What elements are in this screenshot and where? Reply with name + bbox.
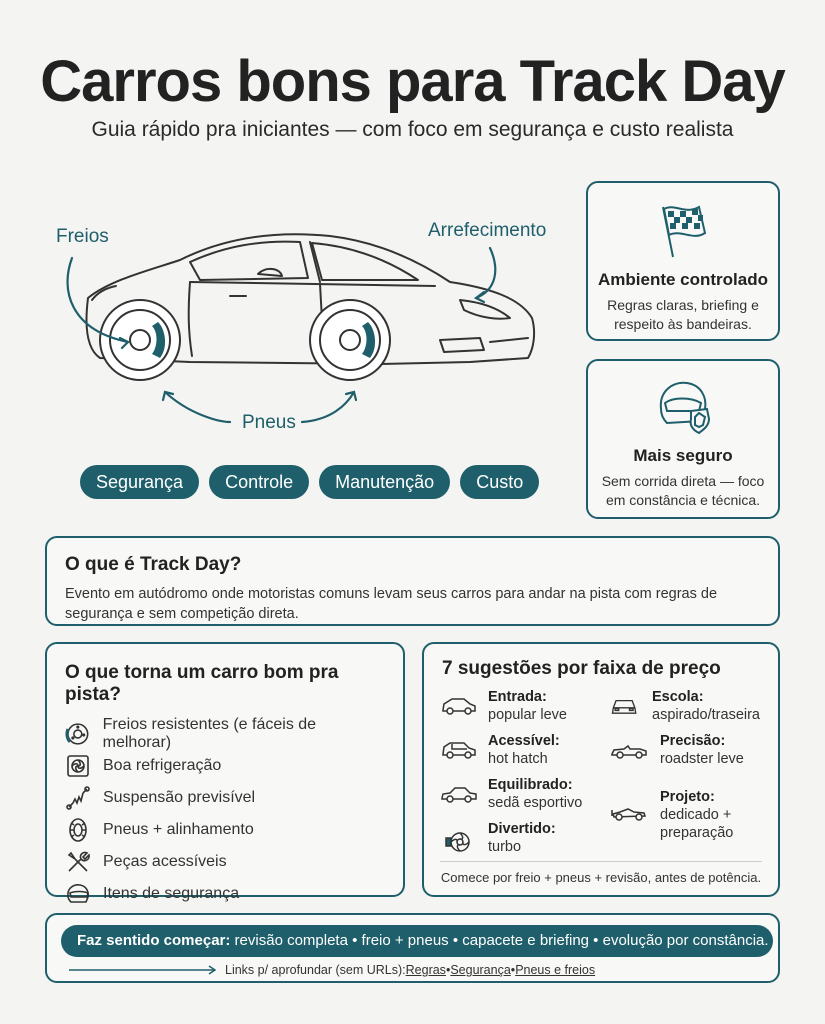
topic-pills <box>80 465 539 499</box>
links-prefix: Links p/ aprofundar (sem URLs): <box>225 963 406 977</box>
suggestion-entry: Entrada: popular leve <box>440 688 567 724</box>
helmet-icon <box>65 881 91 907</box>
list-item: Boa refrigeração <box>65 750 385 782</box>
features-box <box>45 642 405 902</box>
checkered-flag-icon <box>653 201 713 259</box>
suggestion-school: Escola: aspirado/traseira <box>608 688 760 724</box>
section-title: O que torna um carro bom pra pista? <box>65 662 339 705</box>
tools-icon <box>65 849 91 875</box>
card-title: Mais seguro <box>633 446 733 465</box>
callout-tires: Pneus <box>242 412 296 433</box>
suggestion-precision: Precisão: roadster leve <box>608 732 744 768</box>
suggestions-footer: Comece por freio + pneus + revisão, antes de potência. <box>440 861 762 885</box>
pill-safety: Segurança <box>80 465 199 499</box>
section-title: 7 sugestões por faixa de preço <box>442 658 721 679</box>
list-item: Itens de segurança <box>65 878 385 910</box>
suspension-spring-icon <box>65 785 91 811</box>
car-front-icon <box>608 694 642 718</box>
suggestion-balanced: Equilibrado: sedã esportivo <box>440 776 582 812</box>
callout-cooling: Arrefecimento <box>428 220 547 241</box>
hatchback-icon <box>440 694 478 718</box>
card-text: Sem corrida direta — foco em constância e técnica. <box>601 473 765 508</box>
radiator-fan-icon <box>65 753 91 779</box>
arrow-right-icon <box>69 965 219 975</box>
list-item: Suspensão previsível <box>65 782 385 814</box>
roadster-icon <box>608 738 650 762</box>
list-item: Freios resistentes (e fáceis de melhorar) <box>65 718 385 750</box>
what-is-box <box>45 536 780 626</box>
links-row: Links p/ aprofundar (sem URLs): Regras • Segurança • Pneus e freios <box>69 963 595 977</box>
card-controlled-environment <box>586 181 780 341</box>
suggestion-fun: Divertido: turbo <box>440 820 556 856</box>
list-item: Peças acessíveis <box>65 846 385 878</box>
helmet-shield-icon <box>651 375 715 435</box>
bottom-box <box>45 913 780 983</box>
section-title: O que é Track Day? <box>65 554 242 575</box>
callout-brakes: Freios <box>56 226 109 247</box>
pill-control: Controle <box>209 465 309 499</box>
card-title: Ambiente controlado <box>597 270 768 289</box>
suggestion-accessible: Acessível: hot hatch <box>440 732 560 768</box>
list-item: Pneus + alinhamento <box>65 814 385 846</box>
pill-maintenance: Manutenção <box>319 465 450 499</box>
sedan-icon <box>440 782 478 806</box>
features-list <box>65 718 385 910</box>
start-banner: Faz sentido começar: revisão completa • freio + pneus • capacete e briefing • evolução por constância. <box>61 925 773 957</box>
suggestions-box <box>422 642 780 897</box>
page-subtitle: Guia rápido pra iniciantes — com foco em segurança e custo realista <box>91 118 734 141</box>
link-tires-brakes[interactable]: Pneus e freios <box>515 963 596 977</box>
suggestion-project: Projeto: dedicado + preparação <box>608 788 770 842</box>
link-safety[interactable]: Segurança <box>450 963 511 977</box>
tire-icon <box>65 817 91 843</box>
formula-car-icon <box>608 800 650 824</box>
card-safer <box>586 359 780 519</box>
turbo-icon <box>440 826 478 854</box>
link-rules[interactable]: Regras <box>405 963 446 977</box>
hot-hatch-icon <box>440 738 478 762</box>
pill-cost: Custo <box>460 465 539 499</box>
page-title: Carros bons para Track Day <box>40 49 785 114</box>
section-text: Evento em autódromo onde motoristas comuns levam seus carros para andar na pista com regras de segurança e sem competição direta. <box>65 586 718 622</box>
brake-disc-icon <box>65 721 91 747</box>
card-text: Regras claras, briefing e respeito às bandeiras. <box>607 297 759 332</box>
